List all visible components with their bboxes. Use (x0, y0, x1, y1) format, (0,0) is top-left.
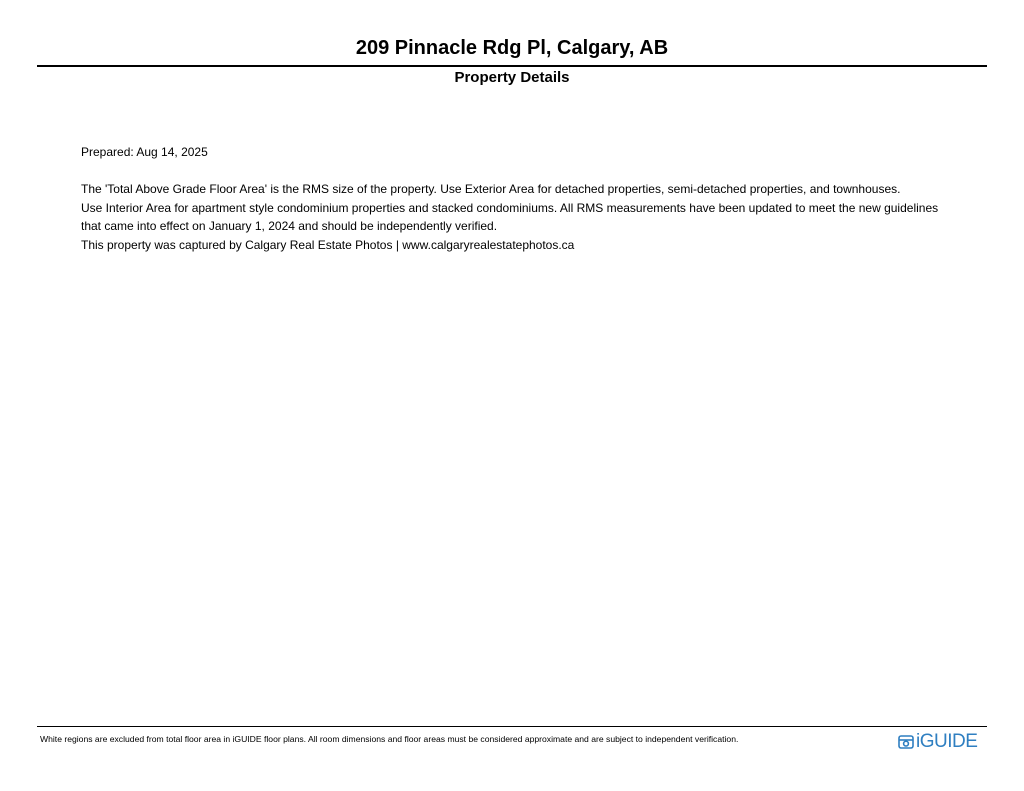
property-notes (81, 180, 941, 254)
page-title: 209 Pinnacle Rdg Pl, Calgary, AB (355, 37, 669, 59)
prepared-date: Prepared: Aug 14, 2025 (81, 145, 208, 159)
page-subtitle: Property Details (454, 69, 570, 86)
note-line: that came into effect on January 1, 2024 and should be independently verified. (81, 219, 498, 233)
header-divider (37, 65, 987, 67)
footer-divider (37, 726, 987, 727)
iguide-camera-icon (898, 734, 914, 750)
footer-disclaimer: White regions are excluded from total floor area in iGUIDE floor plans. All room dimensions and floor areas must be considered approximate and are subject to independent verification. (40, 734, 739, 744)
iguide-wordmark: iGUIDE (916, 731, 978, 752)
note-line: The 'Total Above Grade Floor Area' is the RMS size of the property. Use Exterior Area for detached properties, semi-detached properties, and townhouses. (81, 182, 901, 196)
note-line: Use Interior Area for apartment style condominium properties and stacked condominiums. All RMS measurements have been updated to meet the new guidelines (81, 200, 939, 215)
note-line: This property was captured by Calgary Real Estate Photos | www.calgaryrealestatephotos.ca (81, 237, 575, 252)
iguide-logo (898, 731, 977, 753)
